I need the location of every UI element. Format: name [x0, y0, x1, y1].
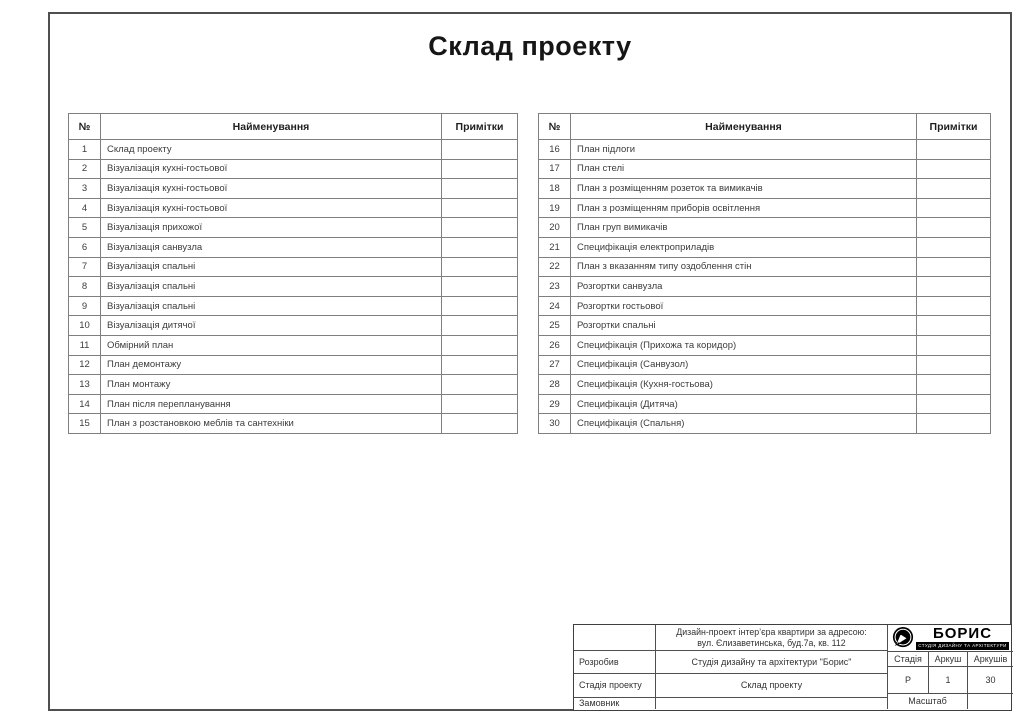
row-number: 2: [69, 159, 101, 179]
table-row: [69, 296, 518, 316]
row-name: План підлоги: [571, 140, 917, 160]
table-row: [69, 277, 518, 297]
row-name: Візуалізація спальні: [101, 296, 442, 316]
client-value-empty: [656, 698, 888, 709]
row-number: 20: [539, 218, 571, 238]
row-notes: [442, 179, 518, 199]
row-notes: [917, 375, 991, 395]
row-name: Специфікація (Санвузол): [571, 355, 917, 375]
table-row: [69, 414, 518, 434]
row-notes: [442, 140, 518, 160]
table-row: [539, 257, 991, 277]
row-number: 17: [539, 159, 571, 179]
row-number: 16: [539, 140, 571, 160]
row-notes: [917, 316, 991, 336]
row-name: Візуалізація кухні-гостьової: [101, 159, 442, 179]
row-number: 26: [539, 335, 571, 355]
row-number: 8: [69, 277, 101, 297]
row-number: 4: [69, 198, 101, 218]
table-row: [69, 335, 518, 355]
table-row: [69, 218, 518, 238]
row-notes: [917, 237, 991, 257]
row-notes: [917, 218, 991, 238]
logo-text: [916, 626, 1009, 649]
row-notes: [917, 257, 991, 277]
row-name: Візуалізація прихожої: [101, 218, 442, 238]
row-number: 24: [539, 296, 571, 316]
scale-value-empty: [968, 694, 1013, 709]
row-notes: [442, 296, 518, 316]
row-name: Візуалізація кухні-гостьової: [101, 198, 442, 218]
row-notes: [442, 335, 518, 355]
row-name: Специфікація (Кухня-гостьова): [571, 375, 917, 395]
row-number: 18: [539, 179, 571, 199]
row-name: Специфікація (Спальня): [571, 414, 917, 434]
row-name: Візуалізація дитячої: [101, 316, 442, 336]
row-number: 27: [539, 355, 571, 375]
row-name: Розгортки спальні: [571, 316, 917, 336]
row-number: 30: [539, 414, 571, 434]
row-number: 9: [69, 296, 101, 316]
table-row: [539, 316, 991, 336]
row-number: 7: [69, 257, 101, 277]
table-row: [539, 198, 991, 218]
project-address: [656, 625, 888, 651]
col-header-name: Найменування: [571, 114, 917, 140]
row-notes: [917, 179, 991, 199]
row-notes: [442, 159, 518, 179]
row-notes: [917, 159, 991, 179]
col-header-notes: Примітки: [442, 114, 518, 140]
title-block-left: [574, 625, 888, 710]
row-number: 19: [539, 198, 571, 218]
row-number: 23: [539, 277, 571, 297]
logo-tagline: СТУДІЯ ДИЗАЙНУ ТА АРХІТЕКТУРИ: [918, 643, 1007, 649]
col-header-num: №: [69, 114, 101, 140]
table-row: [539, 375, 991, 395]
row-name: План монтажу: [101, 375, 442, 395]
row-name: Обмірний план: [101, 335, 442, 355]
row-notes: [442, 316, 518, 336]
row-number: 1: [69, 140, 101, 160]
row-notes: [442, 394, 518, 414]
sheet-list-table-right: [538, 113, 991, 434]
row-number: 11: [69, 335, 101, 355]
row-number: 12: [69, 355, 101, 375]
row-notes: [917, 394, 991, 414]
sheets-total: 30: [968, 667, 1013, 694]
row-notes: [442, 237, 518, 257]
table-row: [69, 179, 518, 199]
row-number: 14: [69, 394, 101, 414]
logo-name: БОРИС: [932, 625, 993, 643]
row-number: 22: [539, 257, 571, 277]
row-name: План стелі: [571, 159, 917, 179]
table-row: [539, 296, 991, 316]
title-block: [573, 624, 1012, 711]
row-name: Розгортки санвузла: [571, 277, 917, 297]
table-header-row: [69, 114, 518, 140]
row-notes: [442, 375, 518, 395]
row-name: Специфікація електроприладів: [571, 237, 917, 257]
table-row: [69, 375, 518, 395]
table-row: [539, 355, 991, 375]
sheet-number: 1: [929, 667, 968, 694]
table-row: [539, 277, 991, 297]
row-notes: [917, 140, 991, 160]
row-name: План демонтажу: [101, 355, 442, 375]
table-row: [69, 159, 518, 179]
table-row: [69, 198, 518, 218]
row-number: 5: [69, 218, 101, 238]
row-name: Візуалізація спальні: [101, 277, 442, 297]
table-row: [539, 394, 991, 414]
sheet-list-table-left: [68, 113, 518, 434]
table-row: [539, 414, 991, 434]
table-row: [539, 237, 991, 257]
row-notes: [442, 198, 518, 218]
row-number: 15: [69, 414, 101, 434]
row-number: 29: [539, 394, 571, 414]
row-notes: [917, 277, 991, 297]
row-number: 21: [539, 237, 571, 257]
row-name: План груп вимикачів: [571, 218, 917, 238]
row-notes: [442, 218, 518, 238]
table-row: [69, 355, 518, 375]
row-notes: [917, 355, 991, 375]
sheets-col-header: Аркушів: [968, 652, 1013, 667]
stage-value: Склад проекту: [656, 674, 888, 698]
row-notes: [442, 257, 518, 277]
stage-col-header: Стадія: [888, 652, 929, 667]
developer-value: Студія дизайну та архітектури "Борис": [656, 651, 888, 674]
stage-label: Стадія проекту: [574, 674, 656, 698]
page-title: Склад проекту: [428, 31, 632, 61]
table-row: [69, 140, 518, 160]
row-number: 6: [69, 237, 101, 257]
row-notes: [442, 414, 518, 434]
row-name: Склад проекту: [101, 140, 442, 160]
col-header-num: №: [539, 114, 571, 140]
row-number: 10: [69, 316, 101, 336]
row-name: План з розстановкою меблів та сантехніки: [101, 414, 442, 434]
project-address-line1: Дизайн-проект інтер’єра квартири за адресою:: [676, 626, 867, 637]
col-header-notes: Примітки: [917, 114, 991, 140]
row-name: Візуалізація санвузла: [101, 237, 442, 257]
scale-label: Масштаб: [888, 694, 968, 709]
pen-icon: [892, 627, 914, 649]
project-address-line2: вул. Єлизаветинська, буд.7а, кв. 112: [697, 637, 846, 648]
table-header-row: [539, 114, 991, 140]
row-number: 3: [69, 179, 101, 199]
row-notes: [917, 414, 991, 434]
row-name: Специфікація (Дитяча): [571, 394, 917, 414]
row-number: 25: [539, 316, 571, 336]
row-notes: [917, 198, 991, 218]
row-name: Візуалізація спальні: [101, 257, 442, 277]
table-row: [539, 159, 991, 179]
client-label: Замовник: [574, 698, 656, 709]
row-notes: [917, 296, 991, 316]
developer-label: Розробив: [574, 651, 656, 674]
table-row: [539, 179, 991, 199]
row-name: План з вказанням типу оздоблення стін: [571, 257, 917, 277]
table-row: [69, 237, 518, 257]
table-row: [69, 394, 518, 414]
stage-code: Р: [888, 667, 929, 694]
row-name: План після перепланування: [101, 394, 442, 414]
row-name: Специфікація (Прихожа та коридор): [571, 335, 917, 355]
table-row: [69, 316, 518, 336]
logo: [888, 625, 1013, 652]
row-name: План з розміщенням приборів освітлення: [571, 198, 917, 218]
row-notes: [442, 277, 518, 297]
row-notes: [917, 335, 991, 355]
table-row: [539, 140, 991, 160]
col-header-name: Найменування: [101, 114, 442, 140]
row-number: 28: [539, 375, 571, 395]
table-row: [69, 257, 518, 277]
sheet-col-header: Аркуш: [929, 652, 968, 667]
row-notes: [442, 355, 518, 375]
table-row: [539, 335, 991, 355]
row-name: План з розміщенням розеток та вимикачів: [571, 179, 917, 199]
title-block-right: [888, 625, 1013, 710]
row-name: Візуалізація кухні-гостьової: [101, 179, 442, 199]
row-name: Розгортки гостьової: [571, 296, 917, 316]
row-number: 13: [69, 375, 101, 395]
table-row: [539, 218, 991, 238]
empty-cell: [574, 625, 656, 651]
